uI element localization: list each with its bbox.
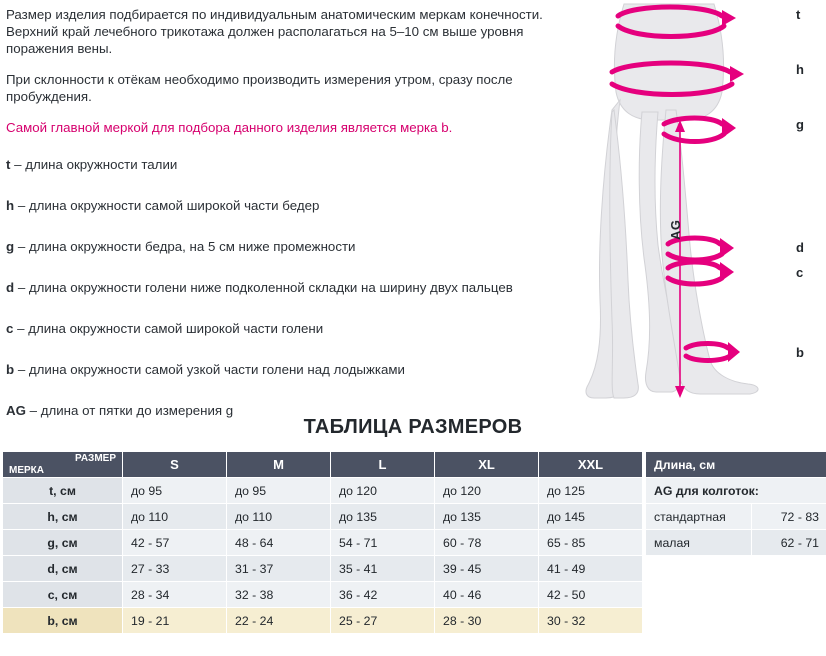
length-table-header: Длина, см [646, 452, 826, 478]
size-header-xl: XL [435, 452, 539, 478]
list-item [646, 504, 826, 530]
figure-label-d: d [796, 240, 804, 255]
cell-h-m: до 110 [227, 504, 331, 530]
description-column [0, 0, 560, 418]
figure-label-b: b [796, 345, 804, 360]
cell-d-s: 27 - 33 [123, 556, 227, 582]
legs-illustration-svg [554, 0, 826, 410]
figure-label-t: t [796, 7, 801, 22]
legend-key-d: d [6, 280, 15, 295]
cell-c-xl: 40 - 46 [435, 582, 539, 608]
cell-h-xxl: до 145 [539, 504, 643, 530]
corner-label-size: РАЗМЕР [75, 453, 116, 464]
length-table [645, 451, 826, 556]
table-row [3, 504, 643, 530]
corner-label-measure: МЕРКА [9, 465, 44, 476]
intro-paragraph-2: При склонности к отёкам необходимо производить измерения утром, сразу после пробуждения. [6, 72, 513, 104]
legend-key-b: b [6, 362, 15, 377]
length-row-small-value: 62 - 71 [752, 530, 826, 556]
cell-t-l: до 120 [331, 478, 435, 504]
legend-text-t: – длина окружности талии [10, 157, 178, 172]
table-row [3, 556, 643, 582]
row-label-c: c, см [3, 582, 123, 608]
cell-h-s: до 110 [123, 504, 227, 530]
cell-b-s: 19 - 21 [123, 608, 227, 634]
cell-b-xxl: 30 - 32 [539, 608, 643, 634]
figure-label-ag: AG [668, 219, 683, 240]
row-label-b: b, см [3, 608, 123, 634]
figure-label-h: h [796, 62, 804, 77]
table-row [3, 478, 643, 504]
legend-text-d: – длина окружности голени ниже подколенной складки на ширину двух пальцев [14, 280, 513, 295]
figure-label-g: g [796, 117, 804, 132]
cell-t-s: до 95 [123, 478, 227, 504]
legend-text-ag: – длина от пятки до измерения g [25, 403, 234, 418]
list-item [646, 530, 826, 556]
measurement-figure [560, 0, 826, 410]
cell-t-xxl: до 125 [539, 478, 643, 504]
size-table [2, 451, 643, 634]
cell-d-xl: 39 - 45 [435, 556, 539, 582]
legend-item-d [6, 279, 560, 296]
length-table-subheader-row [646, 478, 826, 504]
length-row-small-name: малая [646, 530, 752, 556]
cell-b-m: 22 - 24 [227, 608, 331, 634]
size-table-header-row [3, 452, 643, 478]
size-table-title: ТАБЛИЦА РАЗМЕРОВ [303, 416, 523, 438]
cell-g-m: 48 - 64 [227, 530, 331, 556]
size-header-xxl: XXL [539, 452, 643, 478]
cell-b-xl: 28 - 30 [435, 608, 539, 634]
cell-g-s: 42 - 57 [123, 530, 227, 556]
row-label-g: g, см [3, 530, 123, 556]
row-label-t: t, см [3, 478, 123, 504]
cell-g-xl: 60 - 78 [435, 530, 539, 556]
cell-g-l: 54 - 71 [331, 530, 435, 556]
legend-key-c: c [6, 321, 14, 336]
length-row-standard-name: стандартная [646, 504, 752, 530]
table-row [3, 608, 643, 634]
legend-text-b: – длина окружности самой узкой части голени над лодыжками [14, 362, 405, 377]
cell-t-xl: до 120 [435, 478, 539, 504]
legend-item-b [6, 361, 560, 378]
length-table-header-row [646, 452, 826, 478]
cell-d-m: 31 - 37 [227, 556, 331, 582]
size-header-l: L [331, 452, 435, 478]
cell-g-xxl: 65 - 85 [539, 530, 643, 556]
cell-h-l: до 135 [331, 504, 435, 530]
cell-d-xxl: 41 - 49 [539, 556, 643, 582]
legend-item-h [6, 197, 560, 214]
size-table-corner-cell [3, 452, 123, 478]
legend-item-g [6, 238, 560, 255]
tables-area [0, 451, 826, 634]
cell-b-l: 25 - 27 [331, 608, 435, 634]
figure-label-c: c [796, 265, 804, 280]
cell-c-s: 28 - 34 [123, 582, 227, 608]
legend-text-h: – длина окружности самой широкой части бедер [14, 198, 320, 213]
legend-item-c [6, 320, 560, 337]
cell-c-l: 36 - 42 [331, 582, 435, 608]
row-label-h: h, см [3, 504, 123, 530]
legend-text-c: – длина окружности самой широкой части голени [13, 321, 324, 336]
legend-text-g: – длина окружности бедра, на 5 см ниже промежности [14, 239, 356, 254]
legend-key-t: t [6, 157, 11, 172]
legend-key-g: g [6, 239, 15, 254]
cell-c-m: 32 - 38 [227, 582, 331, 608]
intro-paragraph-highlight: Самой главной меркой для подбора данного изделия является мерка b. [6, 120, 453, 135]
table-row [3, 582, 643, 608]
cell-c-xxl: 42 - 50 [539, 582, 643, 608]
cell-t-m: до 95 [227, 478, 331, 504]
legend-key-ag: AG [6, 403, 26, 418]
legend-item-t [6, 156, 560, 173]
table-row [3, 530, 643, 556]
size-header-m: M [227, 452, 331, 478]
length-table-subheader: AG для колготок: [646, 478, 826, 504]
legend-key-h: h [6, 198, 15, 213]
cell-h-xl: до 135 [435, 504, 539, 530]
length-row-standard-value: 72 - 83 [752, 504, 826, 530]
cell-d-l: 35 - 41 [331, 556, 435, 582]
intro-paragraph-1: Размер изделия подбирается по индивидуальным анатомическим меркам конечности. Верхний край лечебного трикотажа должен располагаться на 5–10 см выше уровня поражения вены. [6, 7, 543, 56]
row-label-d: d, см [3, 556, 123, 582]
size-header-s: S [123, 452, 227, 478]
